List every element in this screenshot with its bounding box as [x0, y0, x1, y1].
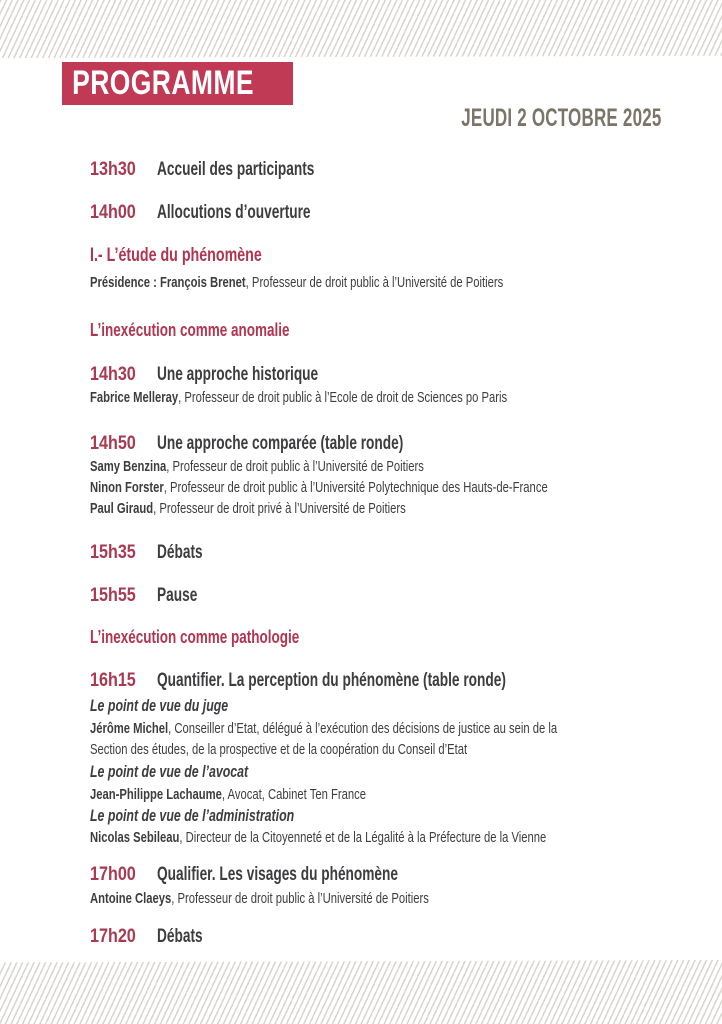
speaker-line	[90, 457, 424, 477]
speaker-line	[90, 719, 557, 739]
viewpoint-label: Le point de vue de l’administration	[90, 807, 295, 825]
session-title: Pause	[157, 585, 198, 606]
time-label: 14h00	[90, 202, 136, 223]
time-label: 14h50	[90, 433, 136, 454]
speaker-name: Antoine Claeys	[90, 890, 172, 907]
schedule-row	[90, 160, 376, 180]
top-hatch-decoration	[0, 0, 722, 58]
speaker-name: Paul Giraud	[90, 500, 154, 517]
speaker-name: Fabrice Melleray	[90, 389, 179, 406]
speaker-name: Ninon Forster	[90, 479, 164, 496]
speaker-role: , Directeur de la Citoyenneté et de la Légalité à la Préfecture de la Vienne	[179, 829, 547, 846]
chair-role: , Professeur de droit public à l’Université de Poitiers	[245, 274, 504, 291]
speaker-role: , Professeur de droit privé à l’Université de Poitiers	[153, 500, 406, 517]
speaker-line	[90, 499, 406, 519]
speaker-name: Jean-Philippe Lachaume	[90, 786, 222, 803]
time-label: 15h55	[90, 585, 136, 606]
schedule-row	[90, 927, 220, 947]
speaker-line	[90, 828, 546, 848]
time-label: 17h00	[90, 864, 136, 885]
part-heading: I.- L’étude du phénomène	[90, 245, 262, 266]
time-label: 14h30	[90, 364, 136, 385]
viewpoint-label: Le point de vue de l’avocat	[90, 763, 249, 781]
session-title: Une approche historique	[157, 364, 319, 385]
schedule-row	[90, 203, 370, 223]
speaker-line	[90, 889, 429, 909]
speaker-name: Samy Benzina	[90, 458, 167, 475]
session-title: Quantifier. La perception du phénomène (table ronde)	[157, 670, 506, 691]
bottom-hatch-decoration	[0, 960, 722, 1024]
event-date: JEUDI 2 OCTOBRE 2025	[461, 104, 662, 132]
session-title: Accueil des participants	[157, 159, 315, 180]
schedule-row	[90, 434, 499, 454]
sub-heading-anomalie: L’inexécution comme anomalie	[90, 320, 290, 340]
programme-badge	[62, 62, 293, 105]
speaker-role: , Professeur de droit public à l’Université de Poitiers	[171, 890, 429, 907]
programme-badge-label: PROGRAMME	[72, 64, 254, 102]
session-title: Qualifier. Les visages du phénomène	[157, 864, 398, 885]
speaker-role: , Professeur de droit public à l’Université Polytechnique des Hauts-de-France	[163, 479, 548, 496]
schedule-row	[90, 586, 213, 606]
viewpoint-label: Le point de vue du juge	[90, 697, 229, 715]
schedule-row	[90, 865, 492, 885]
speaker-role: , Professeur de droit public à l’Ecole de droit de Sciences po Paris	[178, 389, 508, 406]
speaker-role: , Avocat, Cabinet Ten France	[221, 786, 366, 803]
session-title: Débats	[157, 542, 203, 563]
time-label: 15h35	[90, 542, 136, 563]
speaker-role: , Professeur de droit public à l’Université de Poitiers	[166, 458, 424, 475]
speaker-line	[90, 388, 507, 408]
time-label: 16h15	[90, 670, 136, 691]
time-label: 13h30	[90, 159, 136, 180]
sub-heading-pathologie: L’inexécution comme pathologie	[90, 627, 300, 647]
schedule-row	[90, 671, 642, 691]
session-title: Débats	[157, 926, 203, 947]
speaker-name: Nicolas Sebileau	[90, 829, 180, 846]
speaker-name: Jérôme Michel	[90, 720, 169, 737]
session-title: Allocutions d’ouverture	[157, 202, 311, 223]
speaker-line-continued: Section des études, de la prospective et de la coopération du Conseil d’Etat	[90, 741, 468, 758]
speaker-line	[90, 785, 366, 805]
schedule-row	[90, 543, 220, 563]
speaker-line	[90, 478, 548, 498]
time-label: 17h20	[90, 926, 136, 947]
session-title: Une approche comparée (table ronde)	[157, 433, 404, 454]
chair-name: Présidence : François Brenet	[90, 274, 246, 291]
schedule-row	[90, 365, 381, 385]
chair-line	[90, 273, 503, 293]
speaker-role: , Conseiller d’Etat, délégué à l’exécution des décisions de justice au sein de la	[168, 720, 558, 737]
